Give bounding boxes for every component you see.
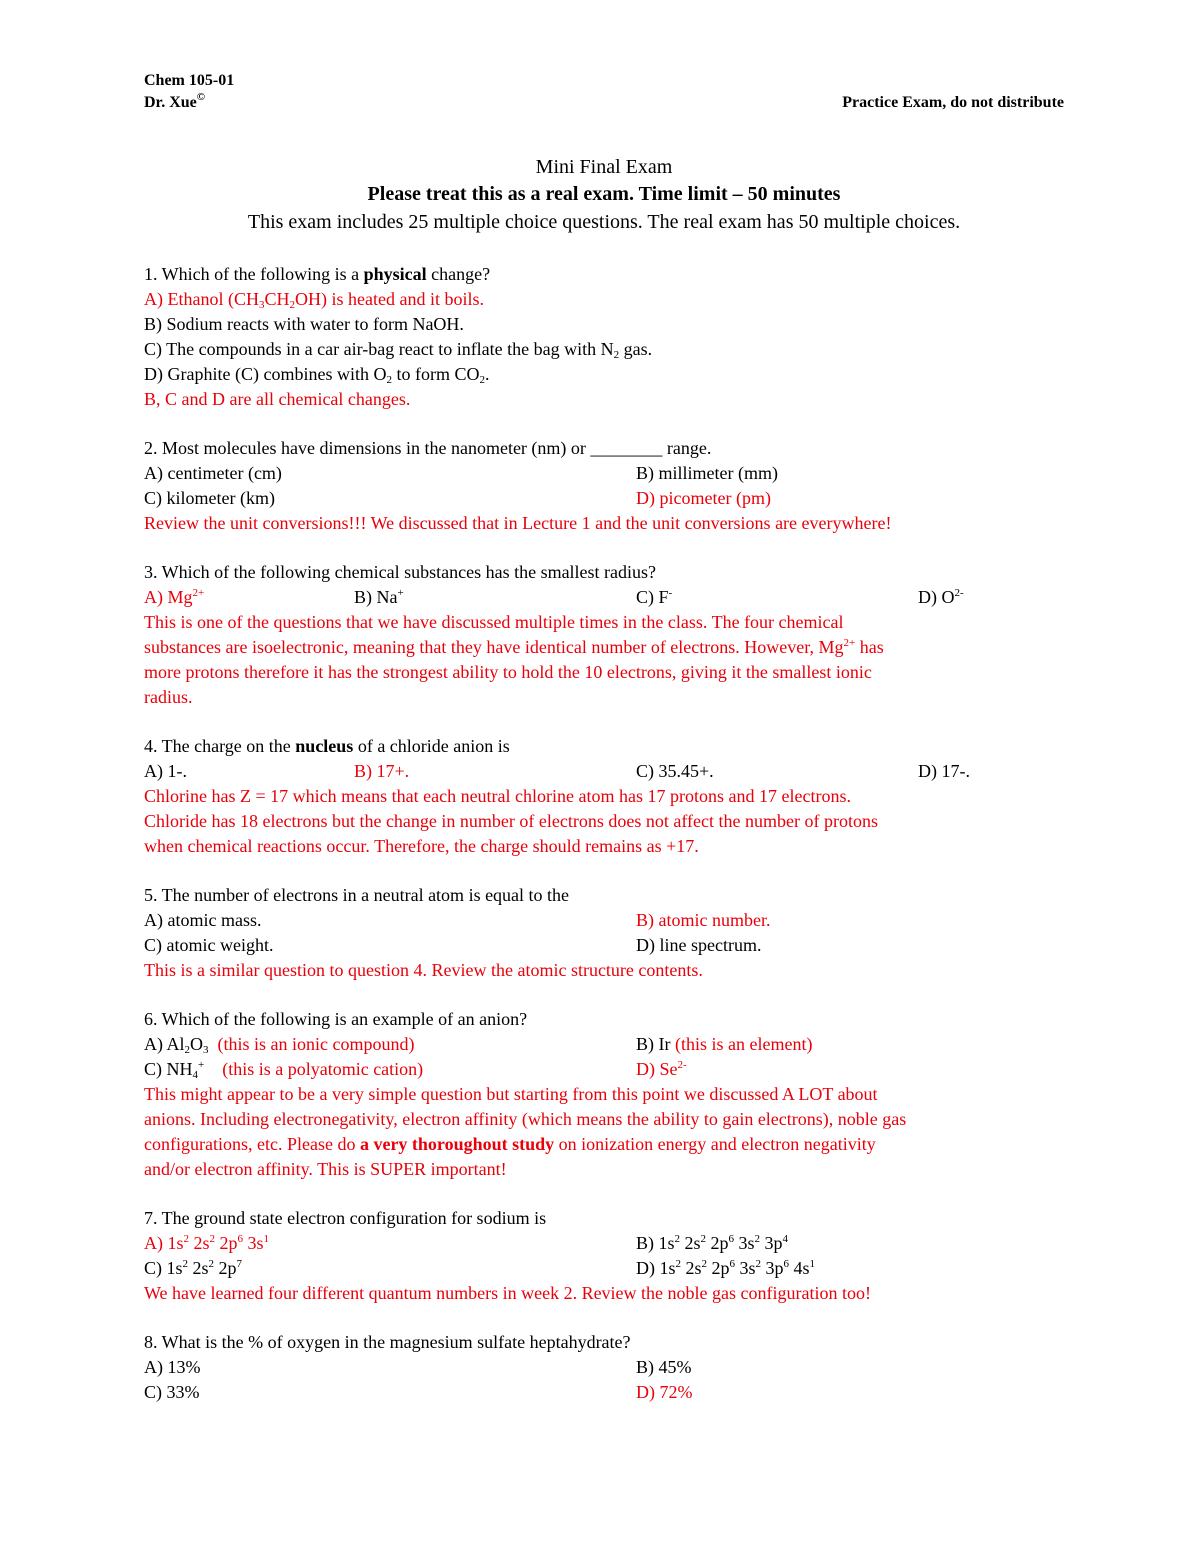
answer-note: This is one of the questions that we have discussed multiple times in the class. The four chemical substances are isoelectronic, meaning that they have identical number of electrons. However, $Mg^{2+}$ has more protons therefore it has the strongest ability to hold the 10 electrons, giving it the smallest ionic radius.	[144, 612, 884, 707]
question-stem: 3. Which of the following chemical substances has the smallest radius?	[144, 562, 657, 582]
choice-d: D) $Se^{2-}$	[636, 1059, 687, 1079]
distribution-notice: Practice Exam, do not distribute	[842, 94, 1064, 111]
question-4	[144, 734, 1064, 859]
choice-d: D) picometer (pm)	[636, 488, 771, 508]
choice-d: D) $O^{2-}$	[918, 587, 964, 607]
choice-a: A) 1-.	[144, 761, 187, 781]
choice-a: A) $Al_2O_3$ (this is an ionic compound)	[144, 1034, 415, 1056]
question-7	[144, 1206, 1064, 1306]
question-stem: 6. Which of the following is an example of an anion?	[144, 1009, 528, 1029]
exam-intro: This exam includes 25 multiple choice questions. The real exam has 50 multiple choices.	[247, 211, 961, 233]
choice-c: C) kilometer (km)	[144, 488, 275, 508]
choice-b: B) 45%	[636, 1357, 692, 1377]
question-stem: 7. The ground state electron configuration for sodium is	[144, 1208, 547, 1228]
exam-page	[144, 70, 1064, 1405]
choice-a: A) 13%	[144, 1357, 201, 1377]
copyright-mark: ©	[196, 91, 205, 103]
answer-note: This might appear to be a very simple question but starting from this point we discussed A LOT about anions. Including electronegativity, electron affinity (which means the ability to gain electrons), noble gas configurations, etc. Please do a very thoroughout study on ionization energy and electron negativity and/or electron affinity. This is SUPER important!	[144, 1084, 907, 1179]
question-6	[144, 1007, 1064, 1182]
question-2	[144, 436, 1064, 536]
question-stem: 4. The charge on the nucleus of a chloride anion is	[144, 736, 510, 756]
choice-a: A) $Mg^{2+}$	[144, 587, 205, 607]
choice-a: A) atomic mass.	[144, 910, 262, 930]
choice-b: B) atomic number.	[636, 910, 771, 930]
choice-a: A) Ethanol $(CH_3CH_2OH)$ is heated and it boils.	[144, 289, 484, 311]
choice-c: C) F-	[636, 587, 673, 607]
choice-d: D) Graphite (C) combines with $O_2$ to form $CO_2$.	[144, 364, 490, 386]
choice-b: B) Ir (this is an element)	[636, 1034, 813, 1054]
choice-c: C) The compounds in a car air-bag react to inflate the bag with $N_2$ gas.	[144, 339, 653, 361]
choice-b: B) $1s^2$ $2s^2$ $2p^6$ $3s^2$ $3p^4$	[636, 1233, 789, 1253]
course-code: Chem 105-01	[144, 72, 235, 89]
choice-a: A) $1s^2$ $2s^2$ $2p^6$ $3s^1$	[144, 1233, 270, 1253]
exam-subtitle: Please treat this as a real exam. Time limit – 50 minutes	[367, 183, 841, 205]
choice-d: D) $1s^2$ $2s^2$ $2p^6$ $3s^2$ $3p^6$ $4s^1$	[636, 1258, 816, 1278]
answer-note: B, C and D are all chemical changes.	[144, 389, 411, 409]
question-8	[144, 1330, 1064, 1405]
choice-b: B) Na+	[354, 587, 404, 607]
choice-c: C) 33%	[144, 1382, 200, 1402]
choice-d: D) 72%	[636, 1382, 693, 1402]
choice-b: B) millimeter (mm)	[636, 463, 778, 483]
choice-b: B) 17+.	[354, 761, 410, 781]
answer-note: We have learned four different quantum numbers in week 2. Review the noble gas configuration too!	[144, 1283, 871, 1303]
question-list	[144, 262, 1064, 1405]
instructor-name: Dr. Xue©	[144, 91, 205, 111]
answer-note: Review the unit conversions!!! We discussed that in Lecture 1 and the unit conversions are everywhere!	[144, 513, 892, 533]
choice-c: C) $NH_4^+$ (this is a polyatomic cation)	[144, 1059, 424, 1081]
choice-a: A) centimeter (cm)	[144, 463, 282, 483]
question-stem: 2. Most molecules have dimensions in the nanometer (nm) or ________ range.	[144, 438, 712, 458]
choice-c: C) $1s^2$ $2s^2$ $2p^7$	[144, 1258, 243, 1278]
choice-c: C) atomic weight.	[144, 935, 274, 955]
question-3	[144, 560, 1064, 710]
question-stem: 5. The number of electrons in a neutral atom is equal to the	[144, 885, 570, 905]
choice-d: D) 17-.	[918, 761, 970, 781]
page-header	[144, 70, 1064, 114]
choice-d: D) line spectrum.	[636, 935, 762, 955]
choice-c: C) 35.45+.	[636, 761, 714, 781]
question-1	[144, 262, 1064, 412]
answer-note: Chlorine has Z = 17 which means that each neutral chlorine atom has 17 protons and 17 electrons. Chloride has 18 electrons but the change in number of electrons does not affect the number of protons when chemical reactions occur. Therefore, the charge should remains as +17.	[144, 786, 878, 856]
question-stem: 8. What is the % of oxygen in the magnesium sulfate heptahydrate?	[144, 1332, 631, 1352]
question-stem: 1. Which of the following is a physical change?	[144, 264, 491, 284]
question-5	[144, 883, 1064, 983]
exam-title: Mini Final Exam	[535, 156, 673, 178]
choice-b: B) Sodium reacts with water to form NaOH.	[144, 314, 464, 334]
answer-note: This is a similar question to question 4. Review the atomic structure contents.	[144, 960, 703, 980]
